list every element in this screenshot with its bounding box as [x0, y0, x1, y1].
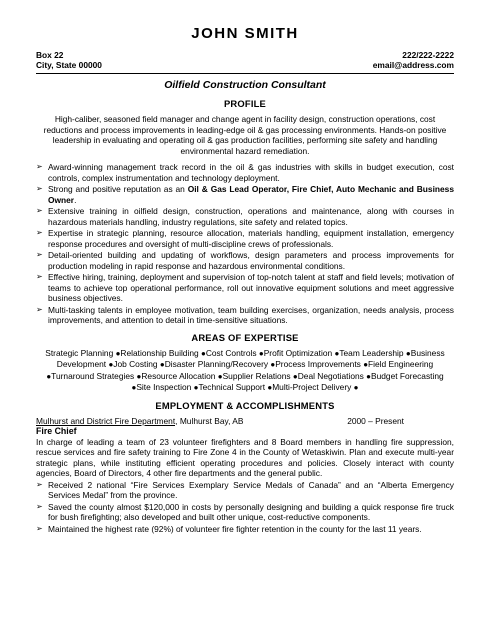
- bullet-bold-text: Oil & Gas Lead Operator, Fire Chief, Auto Mechanic and Business Owner: [48, 184, 454, 205]
- bullet-text: Detail-oriented building and updating of workflows, design parameters and process improvements for production modeling in rapid response and hazardous environmental conditions.: [48, 250, 454, 271]
- expertise-item: Field Engineering: [368, 359, 434, 369]
- bullet-dot-icon: ●: [46, 371, 52, 381]
- arrow-bullet-icon: ➢: [36, 479, 43, 489]
- expertise-item: Business Development: [56, 347, 445, 369]
- bullet-dot-icon: ●: [159, 360, 165, 369]
- arrow-bullet-icon: ➢: [36, 162, 43, 171]
- jobs-list: [36, 416, 454, 535]
- job-role-title: Fire Chief: [36, 426, 77, 436]
- address-line-2: City, State 00000: [36, 60, 102, 70]
- accomplishment-text: Saved the county almost $120,000 in costs by personally designing and building a quick response fire truck for bush firefighting; also developed and built other unique, cost-reductive components.: [48, 501, 454, 522]
- profile-summary: High-caliber, seasoned field manager and change agent in facility design, construction operations, cost reductions and process improvements in leading-edge oil & gas processing environments. Hands-on positive leadership in evaluating and operating oil & gas production facilities, performing site safety and handling environmental hazard remediation.: [43, 114, 447, 156]
- arrow-bullet-icon: ➢: [36, 184, 43, 193]
- bullet-dot-icon: ●: [366, 371, 372, 381]
- arrow-bullet-icon: ➢: [36, 228, 43, 237]
- expertise-item: Turnaround Strategies: [51, 370, 135, 381]
- profile-bullet-list: [36, 162, 454, 326]
- bullet-dot-icon: ●: [193, 383, 199, 392]
- expertise-list: [36, 348, 454, 394]
- bullet-text: Effective hiring, training, deployment and supervision of top-notch talent at staff and field levels; motivation of teams to achieve top operational performance, roll out innovative equipment solutions and meet aggressive business objectives.: [48, 272, 454, 303]
- profile-heading: PROFILE: [223, 98, 267, 109]
- arrow-bullet-icon: ➢: [36, 501, 43, 511]
- expertise-item: Resource Allocation: [141, 370, 216, 381]
- bullet-text: Multi-tasking talents in employee motivation, team building exercises, organization, needs analysis, process improvements, and attention to detail in time-sensitive situations.: [48, 304, 454, 325]
- arrow-bullet-icon: ➢: [36, 523, 43, 533]
- job-header: [36, 416, 454, 427]
- bullet-text: Expertise in strategic planning, resource allocation, materials handling, equipment installation, emergency response procedures and oversight of multi-discipline crews of professionals.: [48, 228, 454, 249]
- expertise-item: Technical Support: [198, 382, 266, 392]
- expertise-item: Deal Negotiations: [297, 370, 364, 381]
- accomplishment-text: Received 2 national “Fire Services Exemplary Service Medals of Canada” and an “Alberta Emergency Services Medal” from the province.: [48, 479, 454, 500]
- arrow-bullet-icon: ➢: [36, 272, 43, 281]
- bullet-dot-icon: ●: [353, 383, 359, 392]
- bullet-dot-icon: ●: [115, 348, 121, 358]
- job-organization: Mulhurst and District Fire Department,: [36, 415, 178, 426]
- expertise-item: Strategic Planning: [45, 347, 114, 358]
- job-org-location: [36, 416, 243, 427]
- job-accomplishments: [36, 480, 454, 535]
- profile-bullet-item: [36, 228, 454, 249]
- arrow-bullet-icon: ➢: [36, 206, 43, 215]
- phone-email-block: [373, 50, 454, 70]
- accomplishment-item: [36, 524, 454, 535]
- bullet-dot-icon: ●: [108, 360, 114, 369]
- bullet-text: Strong and positive reputation as an: [48, 184, 188, 194]
- bullet-text-tail: .: [74, 194, 77, 205]
- accomplishment-text: Maintained the highest rate (92%) of volunteer fire fighter retention in the county for the last 11 years.: [48, 523, 422, 534]
- expertise-heading: AREAS OF EXPERTISE: [191, 331, 299, 343]
- bullet-dot-icon: ●: [405, 348, 411, 358]
- arrow-bullet-icon: ➢: [36, 250, 43, 259]
- expertise-item: Supplier Relations: [222, 370, 291, 381]
- accomplishment-item: [36, 480, 454, 501]
- bullet-dot-icon: ●: [136, 371, 142, 381]
- profile-bullet-item: [36, 250, 454, 271]
- employment-heading: EMPLOYMENT & ACCOMPLISHMENTS: [155, 399, 335, 411]
- phone-number: 222/222-2222: [402, 50, 454, 60]
- expertise-item: Relationship Building: [120, 347, 199, 358]
- expertise-item: Process Improvements: [275, 359, 361, 369]
- bullet-dot-icon: ●: [131, 383, 137, 392]
- expertise-item: Multi-Project Delivery: [272, 382, 352, 392]
- expertise-item: Site Inspection: [136, 382, 192, 392]
- header-divider: [36, 73, 454, 74]
- expertise-item: Budget Forecasting: [371, 370, 444, 381]
- profile-bullet-item: [36, 206, 454, 227]
- profile-bullet-item: [36, 272, 454, 304]
- expertise-item: Profit Optimization: [263, 347, 333, 358]
- email-address: email@address.com: [372, 60, 454, 70]
- job-description: In charge of leading a team of 23 volunteer firefighters and 8 Board members in handling fire suppression, rescue services and fire safety training to Fire Zone 4 in the County of Wetaskiwin. Plan and execute multi-year strategic plans, while instituting efficient operating procedures and policies. Closely interact with county agencies, Board of Directors, 4 other fire departments and the general public.: [36, 436, 454, 478]
- bullet-dot-icon: ●: [200, 348, 206, 358]
- address-line-1: Box 22: [36, 50, 64, 60]
- candidate-name: JOHN SMITH: [191, 25, 299, 42]
- bullet-dot-icon: ●: [363, 360, 369, 369]
- bullet-dot-icon: ●: [270, 360, 276, 369]
- bullet-dot-icon: ●: [267, 383, 273, 392]
- expertise-item: Cost Controls: [205, 347, 257, 358]
- bullet-dot-icon: ●: [334, 348, 340, 358]
- job-entry: [36, 416, 454, 535]
- contact-block: [36, 50, 454, 70]
- profile-bullet-item: [36, 184, 454, 205]
- bullet-dot-icon: ●: [292, 371, 298, 381]
- arrow-bullet-icon: ➢: [36, 304, 43, 314]
- bullet-text: Award-winning management track record in the oil & gas industries with skills in budget execution, cost controls, complex instrumentation and technology deployment.: [48, 162, 454, 183]
- expertise-item: Disaster Planning/Recovery: [164, 359, 269, 369]
- job-location: Mulhurst Bay, AB: [177, 415, 244, 426]
- profile-bullet-item: [36, 162, 454, 183]
- bullet-dot-icon: ●: [217, 371, 223, 381]
- address-block: [36, 50, 102, 70]
- objective-title: Oilfield Construction Consultant: [164, 79, 326, 91]
- expertise-item: Job Costing: [113, 359, 158, 369]
- profile-bullet-item: [36, 305, 454, 326]
- bullet-dot-icon: ●: [258, 348, 264, 358]
- bullet-text: Extensive training in oilfield design, construction, operations and maintenance, along with courses in hazardous materials handling, industry regulations, site safety and related topics.: [48, 206, 454, 227]
- job-dates: 2000 – Present: [347, 415, 404, 426]
- expertise-item: Team Leadership: [339, 347, 404, 358]
- accomplishment-item: [36, 502, 454, 523]
